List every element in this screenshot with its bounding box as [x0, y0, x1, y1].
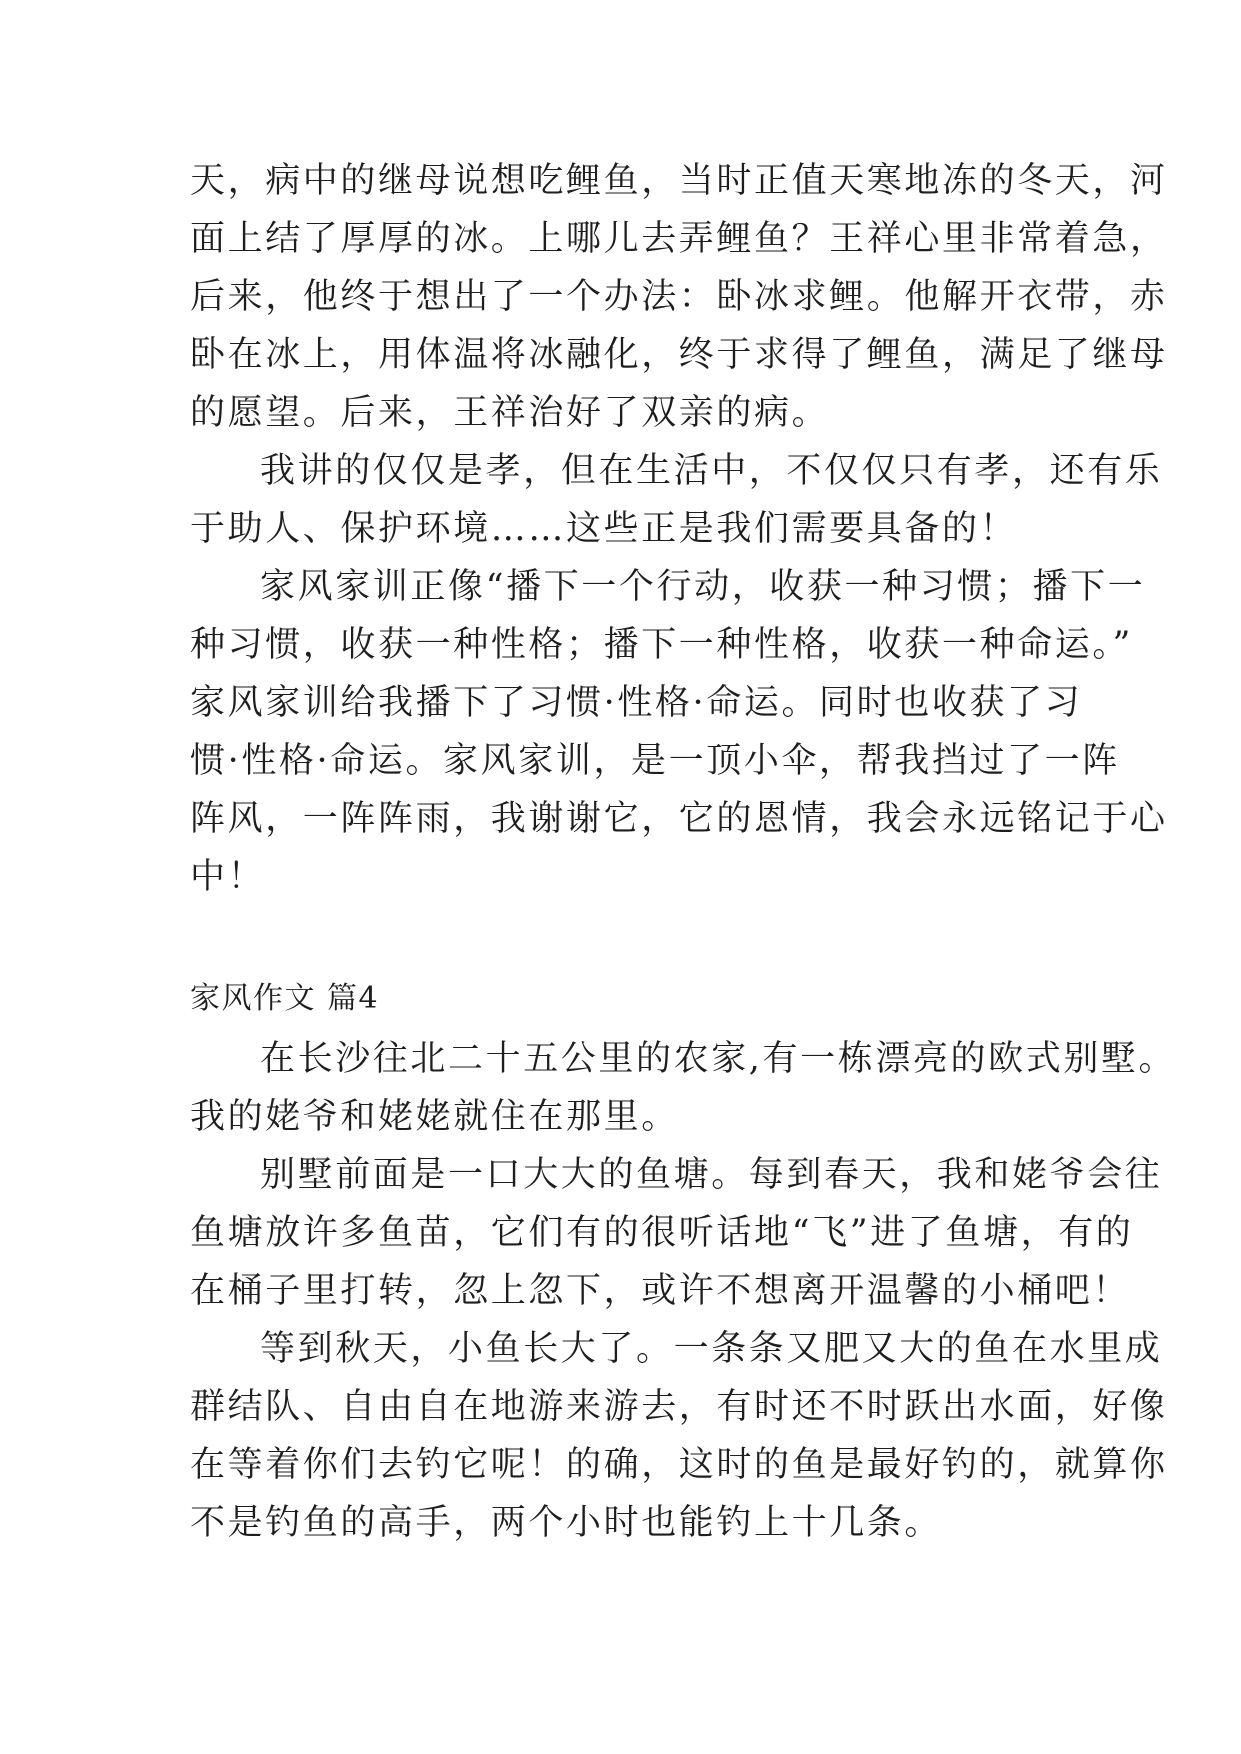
text-line: 家风家训正像“播下一个行动，收获一种习惯；播下一 — [260, 567, 1146, 607]
text-line: 阵风，一阵阵雨，我谢谢它，它的恩情，我会永远铭记于心 — [190, 799, 1168, 839]
text-line: 天，病中的继母说想吃鲤鱼，当时正值天寒地冻的冬天，河 — [190, 161, 1168, 201]
text-line: 惯·性格·命运。家风家训，是一顶小伞，帮我挡过了一阵 — [190, 741, 1120, 781]
text-line: 等到秋天，小鱼长大了。一条条又肥又大的鱼在水里成 — [260, 1329, 1163, 1369]
text-line: 我的姥爷和姥姥就住在那里。 — [190, 1097, 679, 1137]
text-line: 在桶子里打转，忽上忽下，或许不想离开温馨的小桶吧！ — [190, 1271, 1131, 1311]
paragraph-fish-pond — [190, 1146, 1163, 1320]
text-line: 别墅前面是一口大大的鱼塘。每到春天，我和姥爷会往 — [260, 1155, 1163, 1195]
text-line: 在长沙往北二十五公里的农家,有一栋漂亮的欧式别墅。 — [260, 1039, 1177, 1079]
text-line: 在等着你们去钓它呢！的确，这时的鱼是最好钓的，就算你 — [190, 1445, 1168, 1485]
section-heading — [190, 970, 1065, 1028]
paragraph-autumn-fishing — [190, 1320, 1168, 1552]
text-line: 我讲的仅仅是孝，但在生活中，不仅仅只有孝，还有乐 — [260, 451, 1163, 491]
text-line: 家风家训给我播下了习惯·性格·命运。同时也收获了习 — [190, 683, 1083, 723]
text-line: 卧在冰上，用体温将冰融化，终于求得了鲤鱼，满足了继母 — [190, 335, 1168, 375]
text-line: 不是钓鱼的高手，两个小时也能钓上十几条。 — [190, 1503, 943, 1543]
text-line: 鱼塘放许多鱼苗，它们有的很听话地“飞”进了鱼塘，有的 — [190, 1213, 1134, 1253]
paragraph-family-motto — [190, 558, 1168, 906]
section-title: 家风作文 篇4 — [190, 981, 380, 1016]
text-line: 面上结了厚厚的冰。上哪儿去弄鲤鱼？王祥心里非常着急， — [190, 219, 1168, 259]
text-line: 的愿望。后来，王祥治好了双亲的病。 — [190, 393, 830, 433]
paragraph-villa-intro — [190, 1030, 1177, 1146]
paragraph-filial-piety — [190, 442, 1163, 558]
text-line: 中！ — [190, 857, 266, 897]
text-line: 于助人、保护环境……这些正是我们需要具备的！ — [190, 509, 1018, 549]
paragraph-wang-xiang-story — [190, 152, 1168, 442]
text-line: 种习惯，收获一种性格；播下一种性格，收获一种命运。” — [190, 625, 1133, 665]
text-line: 后来，他终于想出了一个办法：卧冰求鲤。他解开衣带，赤 — [190, 277, 1168, 317]
text-line: 群结队、自由自在地游来游去，有时还不时跃出水面，好像 — [190, 1387, 1168, 1427]
